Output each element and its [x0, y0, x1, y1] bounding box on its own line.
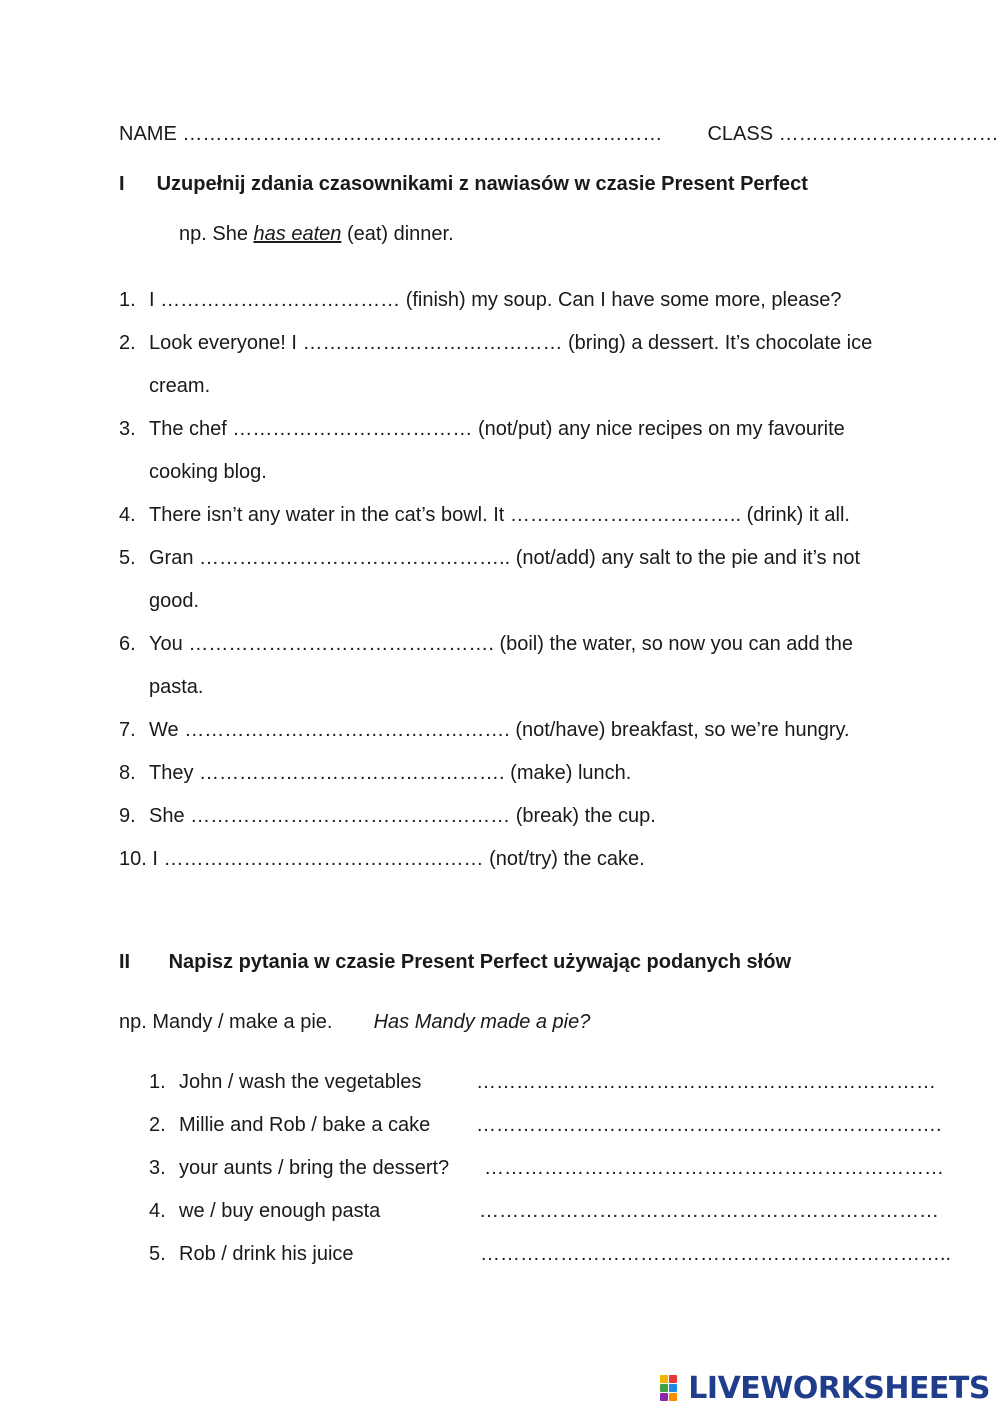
liveworksheets-logo	[660, 1371, 990, 1405]
name-class-line	[119, 120, 999, 148]
answer-blank[interactable]: ……………………………………………………………	[476, 1071, 936, 1093]
answer-blank[interactable]: ……………………………..	[509, 504, 742, 526]
list-item: 5. Gran ……………………………………….. (not/add) any salt to the pie and it’s not	[119, 544, 860, 572]
answer-blank[interactable]: …………………………………………………………….	[476, 1114, 942, 1136]
answer-blank[interactable]: ……………………………………………………………..	[480, 1243, 952, 1265]
answer-blank[interactable]: …………………………………………	[190, 805, 511, 827]
list-item: 3. your aunts / bring the dessert?	[149, 1157, 450, 1179]
example-answer: has eaten	[253, 223, 342, 245]
list-item: 7. We …………………………………………. (not/have) breakfast, so we’re hungry.	[119, 716, 850, 744]
list-item: 4. we / buy enough pasta	[149, 1200, 381, 1222]
list-item: 3. The chef ……………………………… (not/put) any nice recipes on my favourite	[119, 415, 845, 443]
list-item: 9. She ………………………………………… (break) the cup.	[119, 802, 656, 830]
section-2-numeral: II	[119, 951, 131, 973]
answer-blank[interactable]: ………………………………………….	[184, 719, 510, 741]
list-item-continuation: good.	[149, 590, 200, 612]
answer-blank[interactable]: ……………………………………….	[188, 633, 494, 655]
section-1-example: np. She has eaten (eat) dinner.	[179, 223, 454, 245]
example-answer: Has Mandy made a pie?	[373, 1011, 591, 1033]
section-2-title: Napisz pytania w czasie Present Perfect używając podanych słów	[168, 951, 792, 973]
answer-blank[interactable]: …………………………………………	[163, 848, 484, 870]
name-field[interactable]: ………………………………………………………………	[182, 123, 663, 145]
list-item: 2. Millie and Rob / bake a cake	[149, 1114, 431, 1136]
list-item: 5. Rob / drink his juice	[149, 1243, 354, 1265]
answer-blank[interactable]: ……………………………………………………………	[484, 1157, 944, 1179]
section-1-title: Uzupełnij zdania czasownikami z nawiasów w czasie Present Perfect	[156, 173, 808, 195]
list-item: 1. I ……………………………… (finish) my soup. Can I have some more, please?	[119, 286, 841, 314]
section-1-numeral: I	[119, 173, 125, 195]
list-item: 1. John / wash the vegetables	[149, 1071, 422, 1093]
list-item: 6. You ………………………………………. (boil) the water, so now you can add the	[119, 630, 853, 658]
answer-blank[interactable]: ………………………………………..	[199, 547, 511, 569]
list-item: 8. They ………………………………………. (make) lunch.	[119, 759, 631, 787]
section-1-heading	[119, 170, 808, 198]
answer-blank[interactable]: ……………………………………….	[199, 762, 505, 784]
answer-blank[interactable]: ……………………………………………………………	[479, 1200, 939, 1222]
name-label: NAME	[119, 123, 177, 145]
class-label: CLASS	[707, 123, 774, 145]
section-2-example: np. Mandy / make a pie. Has Mandy made a pie?	[119, 1011, 591, 1033]
list-item: 4. There isn’t any water in the cat’s bowl. It …………………………….. (drink) it all.	[119, 501, 850, 529]
logo-text: LIVEWORKSHEETS	[688, 1370, 990, 1406]
list-item-continuation: cooking blog.	[149, 461, 267, 483]
answer-blank[interactable]: ………………………………	[232, 418, 473, 440]
liveworksheets-logo-icon	[660, 1375, 686, 1401]
list-item-continuation: cream.	[149, 375, 211, 397]
list-item: 2. Look everyone! I ………………………………… (bring) a dessert. It’s chocolate ice	[119, 329, 872, 357]
list-item: 10. I ………………………………………… (not/try) the cake.	[119, 845, 645, 873]
answer-blank[interactable]: ………………………………	[160, 289, 401, 311]
list-item-continuation: pasta.	[149, 676, 204, 698]
section-2-heading	[119, 948, 791, 976]
class-field[interactable]: ……………………………	[778, 123, 999, 145]
answer-blank[interactable]: …………………………………	[302, 332, 563, 354]
